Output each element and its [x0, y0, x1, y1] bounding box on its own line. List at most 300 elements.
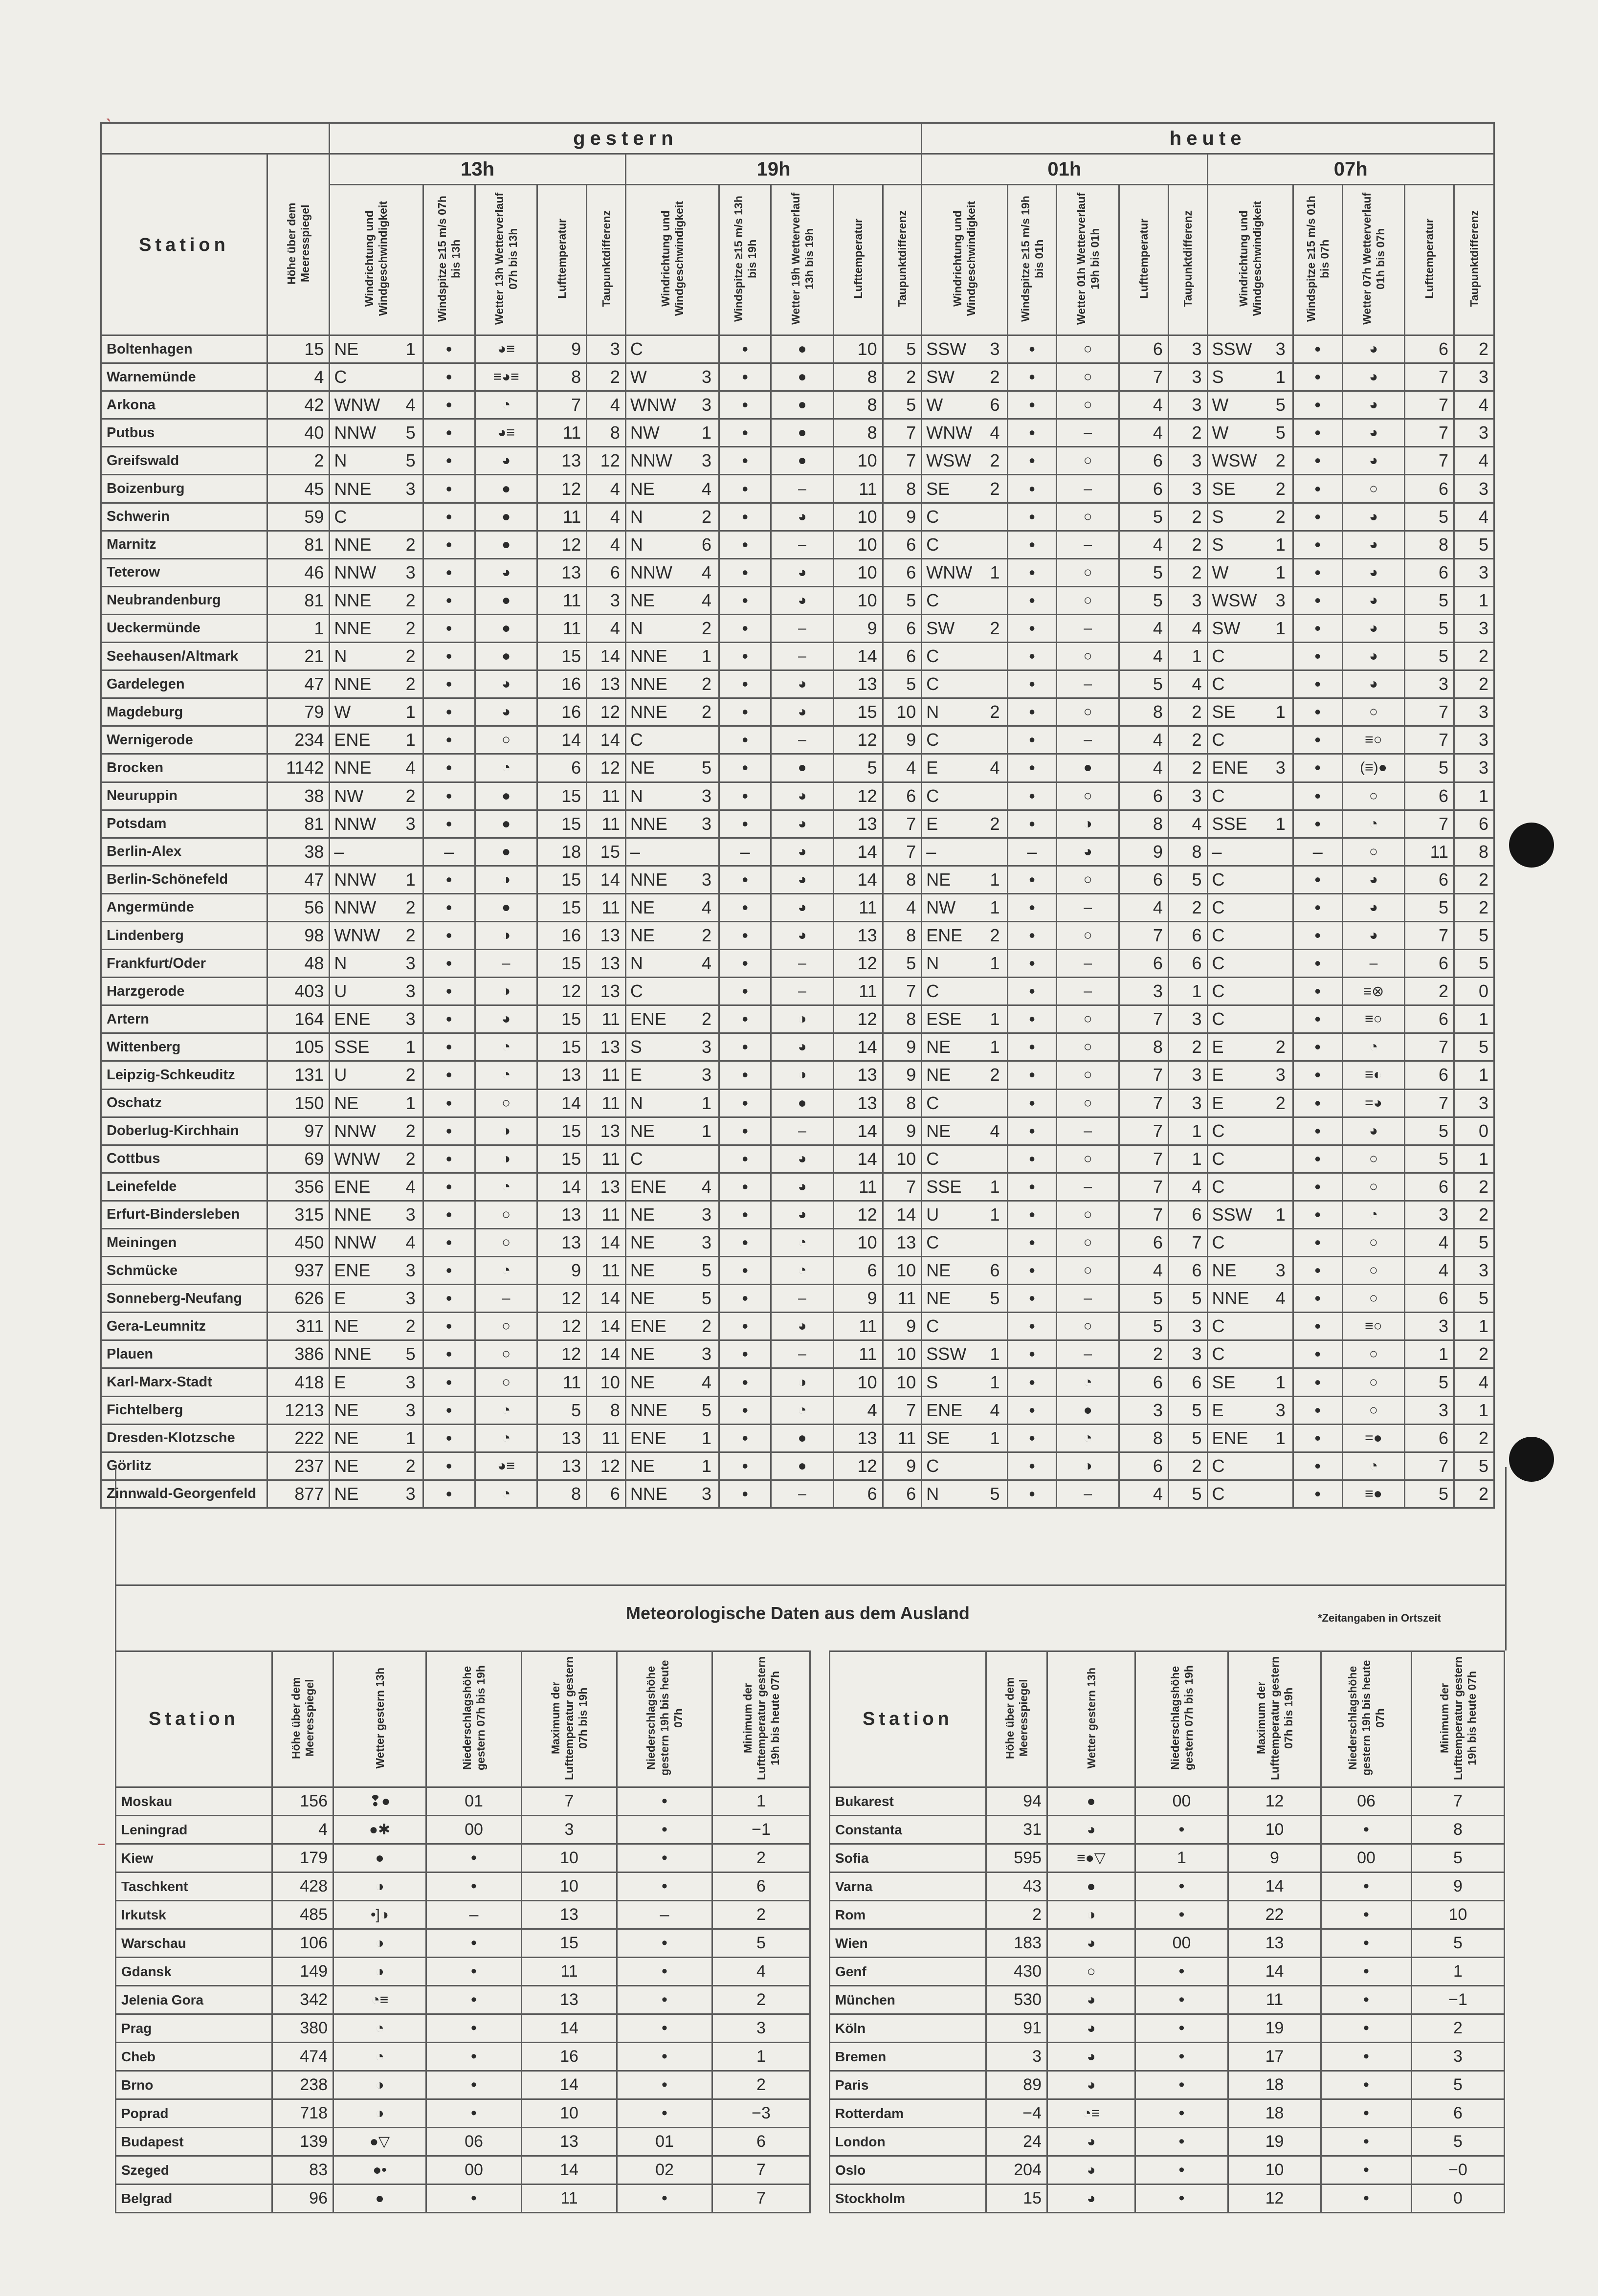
gust-cell: • [1293, 1089, 1342, 1117]
wind-direction: NE [1212, 1260, 1237, 1281]
value-cell: 8 [537, 1480, 587, 1508]
value-cell: 12 [537, 1285, 587, 1313]
weather-symbol: ◔ [475, 1257, 537, 1285]
wind-cell [922, 754, 1007, 782]
weather-symbol: ● [1047, 1872, 1135, 1901]
value-cell: 13 [587, 1173, 626, 1201]
gust-cell: • [423, 1257, 475, 1285]
value-cell: −1 [712, 1816, 810, 1844]
wind-direction: NNE [334, 534, 372, 555]
value-cell: 1 [1454, 1061, 1494, 1089]
gust-cell: • [1293, 1480, 1342, 1508]
weather-symbol: – [475, 1285, 537, 1313]
col-label: Höhe über dem Meeresspiegel [289, 1677, 316, 1759]
wind-cell [1207, 1089, 1293, 1117]
value-cell: 13 [833, 1424, 883, 1452]
weather-symbol: ◕ [475, 1005, 537, 1033]
wind-cell [1207, 447, 1293, 475]
wind-cell: C [1207, 921, 1293, 949]
value-cell: 13 [587, 950, 626, 978]
wind-speed: 3 [702, 1204, 712, 1225]
value-cell: 1 [1412, 1958, 1505, 1986]
gust-cell: – [1007, 838, 1057, 866]
weather-symbol: ◕ [1047, 2043, 1135, 2071]
value-cell: 13 [833, 1061, 883, 1089]
value-cell: • [426, 2099, 522, 2128]
wind-speed: 3 [405, 562, 416, 582]
weather-symbol: ●✱ [333, 1816, 426, 1844]
value-cell: 14 [883, 1201, 922, 1228]
wind-speed: 2 [990, 1065, 1000, 1085]
col-label: Niederschlagshöhe gestern 19h bis heute 07h [644, 1660, 685, 1776]
gust-cell: • [719, 1033, 771, 1061]
col-label: Windspitze ≥15 m/s 07h bis 13h [436, 196, 463, 322]
station-name: Wittenberg [101, 1033, 267, 1061]
value-cell: 6 [1119, 1229, 1168, 1257]
wind-speed: 3 [702, 1065, 712, 1085]
value-cell: 12 [537, 475, 587, 503]
value-cell: 7 [1405, 1033, 1454, 1061]
gust-cell: • [1293, 475, 1342, 503]
col-label: Windrichtung und Windgeschwindigkeit [951, 201, 978, 316]
value-cell: 22 [1228, 1901, 1321, 1929]
wind-cell [330, 1368, 423, 1396]
station-name: Plauen [101, 1340, 267, 1368]
foreign-title: Meteorologische Daten aus dem Ausland [626, 1603, 970, 1623]
col-header [330, 185, 423, 335]
wind-cell [330, 670, 423, 698]
station-height: −4 [986, 2099, 1047, 2128]
value-cell: 7 [1405, 447, 1454, 475]
station-name: Bremen [830, 2043, 986, 2071]
weather-symbol: ◑ [475, 921, 537, 949]
wind-cell [625, 1313, 719, 1340]
value-cell: 1 [1135, 1844, 1228, 1872]
wind-direction: ENE [1212, 1427, 1248, 1448]
table-row [830, 1901, 1505, 1929]
gust-cell: • [423, 1313, 475, 1340]
station-name: Bukarest [830, 1787, 986, 1816]
value-cell: 4 [1119, 614, 1168, 642]
wind-cell [330, 866, 423, 893]
wind-speed: 5 [1275, 423, 1286, 443]
wind-direction: NE [334, 339, 359, 359]
station-name: Boizenburg [101, 475, 267, 503]
weather-symbol: ◕ [771, 503, 833, 531]
value-cell: 14 [587, 726, 626, 754]
weather-symbol: ◑ [771, 1368, 833, 1396]
value-cell: 4 [1168, 810, 1207, 838]
col-label: Höhe über dem Meeresspiegel [285, 202, 312, 285]
gust-cell: • [719, 810, 771, 838]
wind-cell [922, 419, 1007, 447]
gust-cell: • [719, 1257, 771, 1285]
value-cell: 5 [883, 586, 922, 614]
value-cell: 10 [833, 335, 883, 363]
wind-cell: C [922, 1089, 1007, 1117]
value-cell: 15 [537, 643, 587, 670]
wind-cell [922, 335, 1007, 363]
wind-cell [625, 1201, 719, 1228]
table-row [116, 1872, 810, 1901]
wind-cell: C [330, 503, 423, 531]
wind-cell [625, 363, 719, 391]
wind-cell [922, 1173, 1007, 1201]
gust-cell: • [423, 754, 475, 782]
gust-cell: • [1293, 1424, 1342, 1452]
table-row [116, 1844, 810, 1872]
sub-13h: 13h [330, 154, 625, 185]
col-label: Wetter 07h Wetterverlauf 01h bis 07h [1360, 192, 1387, 325]
wind-speed: 5 [405, 423, 416, 443]
station-height: 96 [272, 2185, 333, 2213]
wind-cell [330, 782, 423, 810]
wind-direction: WNW [334, 1148, 380, 1169]
wind-speed: 1 [1275, 618, 1286, 638]
wind-cell: C [1207, 1173, 1293, 1201]
wind-direction: WNW [334, 395, 380, 415]
wind-cell [1207, 754, 1293, 782]
weather-symbol: ● [771, 1424, 833, 1452]
weather-symbol: ◕ [1342, 503, 1404, 531]
value-cell: 1 [1168, 978, 1207, 1005]
value-cell: 3 [1405, 1313, 1454, 1340]
weather-symbol: ● [771, 447, 833, 475]
weather-symbol: ◑ [333, 2071, 426, 2099]
value-cell: 7 [1119, 921, 1168, 949]
table-row [116, 1986, 810, 2014]
gust-cell: • [1293, 1033, 1342, 1061]
gust-cell: • [1293, 1145, 1342, 1173]
wind-direction: NNW [334, 1232, 377, 1253]
value-cell: 6 [883, 782, 922, 810]
value-cell: 15 [587, 838, 626, 866]
wind-speed: 3 [702, 450, 712, 471]
gust-cell: • [1293, 531, 1342, 558]
wind-speed: 5 [1275, 395, 1286, 415]
wind-cell [625, 950, 719, 978]
wind-speed: 1 [990, 1009, 1000, 1029]
wind-speed: 5 [702, 1260, 712, 1281]
weather-symbol: ◔≡ [333, 1986, 426, 2014]
station-name: Rom [830, 1901, 986, 1929]
table-row [830, 1816, 1505, 1844]
wind-speed: 2 [1275, 478, 1286, 499]
value-cell: 11 [883, 1285, 922, 1313]
table-row [101, 698, 1494, 726]
wind-cell: – [922, 838, 1007, 866]
table-row [101, 950, 1494, 978]
value-cell: 3 [1454, 1257, 1494, 1285]
station-name: Prag [116, 2014, 272, 2043]
table-row [101, 531, 1494, 558]
wind-direction: ENE [334, 1176, 371, 1197]
weather-symbol: =● [1342, 1424, 1404, 1452]
table-row [116, 1816, 810, 1844]
wind-speed: 1 [1275, 1204, 1286, 1225]
value-cell: 14 [587, 1285, 626, 1313]
value-cell: 2 [1454, 670, 1494, 698]
value-cell: 8 [1412, 1816, 1505, 1844]
value-cell: 1 [1454, 1005, 1494, 1033]
table-row [116, 2156, 810, 2185]
station-height: 418 [267, 1368, 329, 1396]
wind-cell [922, 1396, 1007, 1424]
station-name: Fichtelberg [101, 1396, 267, 1424]
table-row [101, 363, 1494, 391]
value-cell: 4 [833, 1396, 883, 1424]
station-name: Wien [830, 1929, 986, 1958]
weather-symbol: – [771, 726, 833, 754]
value-cell: 8 [587, 419, 626, 447]
col-label: Taupunktdifferenz [895, 210, 909, 307]
wind-speed: 2 [1275, 1037, 1286, 1057]
weather-symbol: ◑ [475, 1145, 537, 1173]
station-name: Gdansk [116, 1958, 272, 1986]
value-cell: 2 [712, 1844, 810, 1872]
wind-speed: 1 [405, 730, 416, 750]
value-cell: • [1321, 1929, 1412, 1958]
value-cell: 7 [712, 2185, 810, 2213]
station-name: Magdeburg [101, 698, 267, 726]
weather-symbol: ○ [1057, 335, 1119, 363]
value-cell: −1 [1412, 1986, 1505, 2014]
weather-symbol: ≡○ [1342, 726, 1404, 754]
wind-cell [1207, 475, 1293, 503]
value-cell: 11 [1405, 838, 1454, 866]
wind-cell [625, 643, 719, 670]
gust-cell: • [1293, 1368, 1342, 1396]
value-cell: 13 [537, 1229, 587, 1257]
weather-symbol: ◕ [475, 447, 537, 475]
weather-symbol: ○ [1057, 447, 1119, 475]
value-cell: • [617, 1958, 712, 1986]
gust-cell: • [1007, 475, 1057, 503]
wind-speed: 3 [702, 1232, 712, 1253]
wind-speed: 2 [1275, 1092, 1286, 1113]
value-cell: 11 [537, 503, 587, 531]
wind-direction: SSW [926, 1344, 967, 1364]
value-cell: 8 [587, 1396, 626, 1424]
value-cell: 10 [587, 1368, 626, 1396]
weather-symbol: ○ [1342, 838, 1404, 866]
wind-cell: C [1207, 1117, 1293, 1145]
table-row [830, 1844, 1505, 1872]
wind-speed: 2 [990, 478, 1000, 499]
station-name: Berlin-Schönefeld [101, 866, 267, 893]
station-height: 43 [986, 1872, 1047, 1901]
table-row [830, 1872, 1505, 1901]
station-height: 234 [267, 726, 329, 754]
table-row [116, 1787, 810, 1816]
table-row [101, 1117, 1494, 1145]
table-row [116, 1958, 810, 1986]
station-name: Harzgerode [101, 978, 267, 1005]
gust-cell: • [423, 698, 475, 726]
station-name: Karl-Marx-Stadt [101, 1368, 267, 1396]
wind-cell: C [1207, 726, 1293, 754]
gust-cell: • [423, 475, 475, 503]
wind-cell [922, 698, 1007, 726]
gust-cell: • [1293, 1229, 1342, 1257]
value-cell: 9 [883, 1117, 922, 1145]
wind-direction: ENE [630, 1176, 666, 1197]
value-cell: 14 [587, 643, 626, 670]
value-cell: 14 [522, 2071, 617, 2099]
weather-symbol: ◕ [771, 586, 833, 614]
wind-speed: 4 [405, 1232, 416, 1253]
weather-symbol: ● [475, 810, 537, 838]
value-cell: 14 [537, 1089, 587, 1117]
wind-direction: NE [630, 590, 655, 610]
station-height: 69 [267, 1145, 329, 1173]
value-cell: 6 [1405, 950, 1454, 978]
gust-cell: • [1293, 1340, 1342, 1368]
wind-cell [922, 475, 1007, 503]
value-cell: 6 [883, 558, 922, 586]
station-name: Poprad [116, 2099, 272, 2128]
value-cell: 2 [1454, 1480, 1494, 1508]
weather-symbol: ○ [1342, 1257, 1404, 1285]
wind-direction: N [630, 618, 643, 638]
value-cell: 12 [833, 1201, 883, 1228]
value-cell: 6 [1119, 866, 1168, 893]
value-cell: – [617, 1901, 712, 1929]
value-cell: 3 [587, 335, 626, 363]
gust-cell: • [1007, 503, 1057, 531]
gust-cell: • [423, 1480, 475, 1508]
weather-symbol: ● [475, 643, 537, 670]
gust-cell: • [1293, 363, 1342, 391]
wind-direction: SW [1212, 618, 1241, 638]
value-cell: 00 [426, 2156, 522, 2185]
value-cell: 10 [833, 1229, 883, 1257]
value-cell: • [426, 2014, 522, 2043]
wind-cell: C [1207, 1340, 1293, 1368]
weather-symbol: ○ [1057, 558, 1119, 586]
value-cell: 2 [1454, 1340, 1494, 1368]
gust-cell: • [719, 921, 771, 949]
wind-direction: NE [334, 1316, 359, 1337]
value-cell: 5 [1454, 950, 1494, 978]
wind-cell [625, 586, 719, 614]
wind-speed: 2 [405, 1065, 416, 1085]
weather-symbol: ◕ [1047, 1929, 1135, 1958]
col-header [1135, 1651, 1228, 1787]
value-cell: 7 [1405, 726, 1454, 754]
value-cell: 5 [1405, 614, 1454, 642]
station-height: 430 [986, 1958, 1047, 1986]
wind-cell [625, 391, 719, 419]
wind-cell: C [1207, 1229, 1293, 1257]
value-cell: 3 [1119, 978, 1168, 1005]
wind-direction: NNE [1212, 1288, 1249, 1309]
wind-cell [922, 558, 1007, 586]
station-name: Leinefelde [101, 1173, 267, 1201]
station-height: 94 [986, 1787, 1047, 1816]
wind-speed: 2 [990, 702, 1000, 722]
wind-cell [922, 893, 1007, 921]
station-height: 150 [267, 1089, 329, 1117]
wind-direction: SSW [1212, 339, 1252, 359]
col-header [883, 185, 922, 335]
station-name: Gardelegen [101, 670, 267, 698]
weather-symbol: ◕ [1047, 2185, 1135, 2213]
gust-cell: • [1007, 1061, 1057, 1089]
station-name: Irkutsk [116, 1901, 272, 1929]
value-cell: 15 [537, 810, 587, 838]
value-cell: 11 [833, 1313, 883, 1340]
wind-direction: SE [926, 478, 950, 499]
wind-direction: NE [926, 1120, 951, 1141]
col-header [423, 185, 475, 335]
value-cell: 11 [522, 2185, 617, 2213]
weather-symbol: ◑ [771, 1005, 833, 1033]
station-height: 450 [267, 1229, 329, 1257]
value-cell: 7 [883, 1173, 922, 1201]
wind-cell [625, 1257, 719, 1285]
wind-direction: SE [1212, 478, 1236, 499]
wind-direction: U [334, 981, 347, 1002]
gust-cell: • [1293, 614, 1342, 642]
gust-cell: • [719, 1089, 771, 1117]
station-name: Constanta [830, 1816, 986, 1844]
station-name: Warnemünde [101, 363, 267, 391]
station-height: 38 [267, 782, 329, 810]
weather-symbol: ◕ [1047, 2071, 1135, 2099]
table-row [830, 1929, 1505, 1958]
value-cell: 00 [1135, 1787, 1228, 1816]
gust-cell: • [719, 1396, 771, 1424]
value-cell: 11 [537, 1368, 587, 1396]
wind-direction: NNE [630, 1400, 667, 1420]
weather-symbol: ○ [1057, 1201, 1119, 1228]
wind-speed: 4 [405, 395, 416, 415]
wind-cell: C [1207, 1452, 1293, 1480]
value-cell: • [1321, 2156, 1412, 2185]
gust-cell: • [1007, 1396, 1057, 1424]
gust-cell: • [1007, 670, 1057, 698]
pen-mark: ˗ [98, 1829, 105, 1853]
station-height: 937 [267, 1257, 329, 1285]
weather-symbol: ◕ [1342, 335, 1404, 363]
value-cell: 2 [1168, 754, 1207, 782]
station-height: 98 [267, 921, 329, 949]
wind-cell: C [1207, 643, 1293, 670]
gust-cell: • [1007, 1257, 1057, 1285]
wind-direction: N [630, 1092, 643, 1113]
gust-cell: • [423, 1117, 475, 1145]
value-cell: 4 [1119, 643, 1168, 670]
weather-symbol: ◑ [1057, 1452, 1119, 1480]
wind-speed: 4 [702, 1176, 712, 1197]
station-name: Lindenberg [101, 921, 267, 949]
gust-cell: • [1293, 643, 1342, 670]
weather-symbol: ◔ [475, 1061, 537, 1089]
wind-cell [922, 1368, 1007, 1396]
value-cell: 10 [833, 586, 883, 614]
wind-direction: NNE [630, 869, 667, 890]
wind-speed: 3 [1275, 339, 1286, 359]
wind-speed: 1 [990, 562, 1000, 582]
table-row [101, 447, 1494, 475]
value-cell: 3 [1454, 726, 1494, 754]
wind-speed: 1 [405, 1427, 416, 1448]
value-cell: 3 [1412, 2043, 1505, 2071]
station-name: Angermünde [101, 893, 267, 921]
value-cell: 7 [883, 447, 922, 475]
gust-cell: • [423, 1285, 475, 1313]
